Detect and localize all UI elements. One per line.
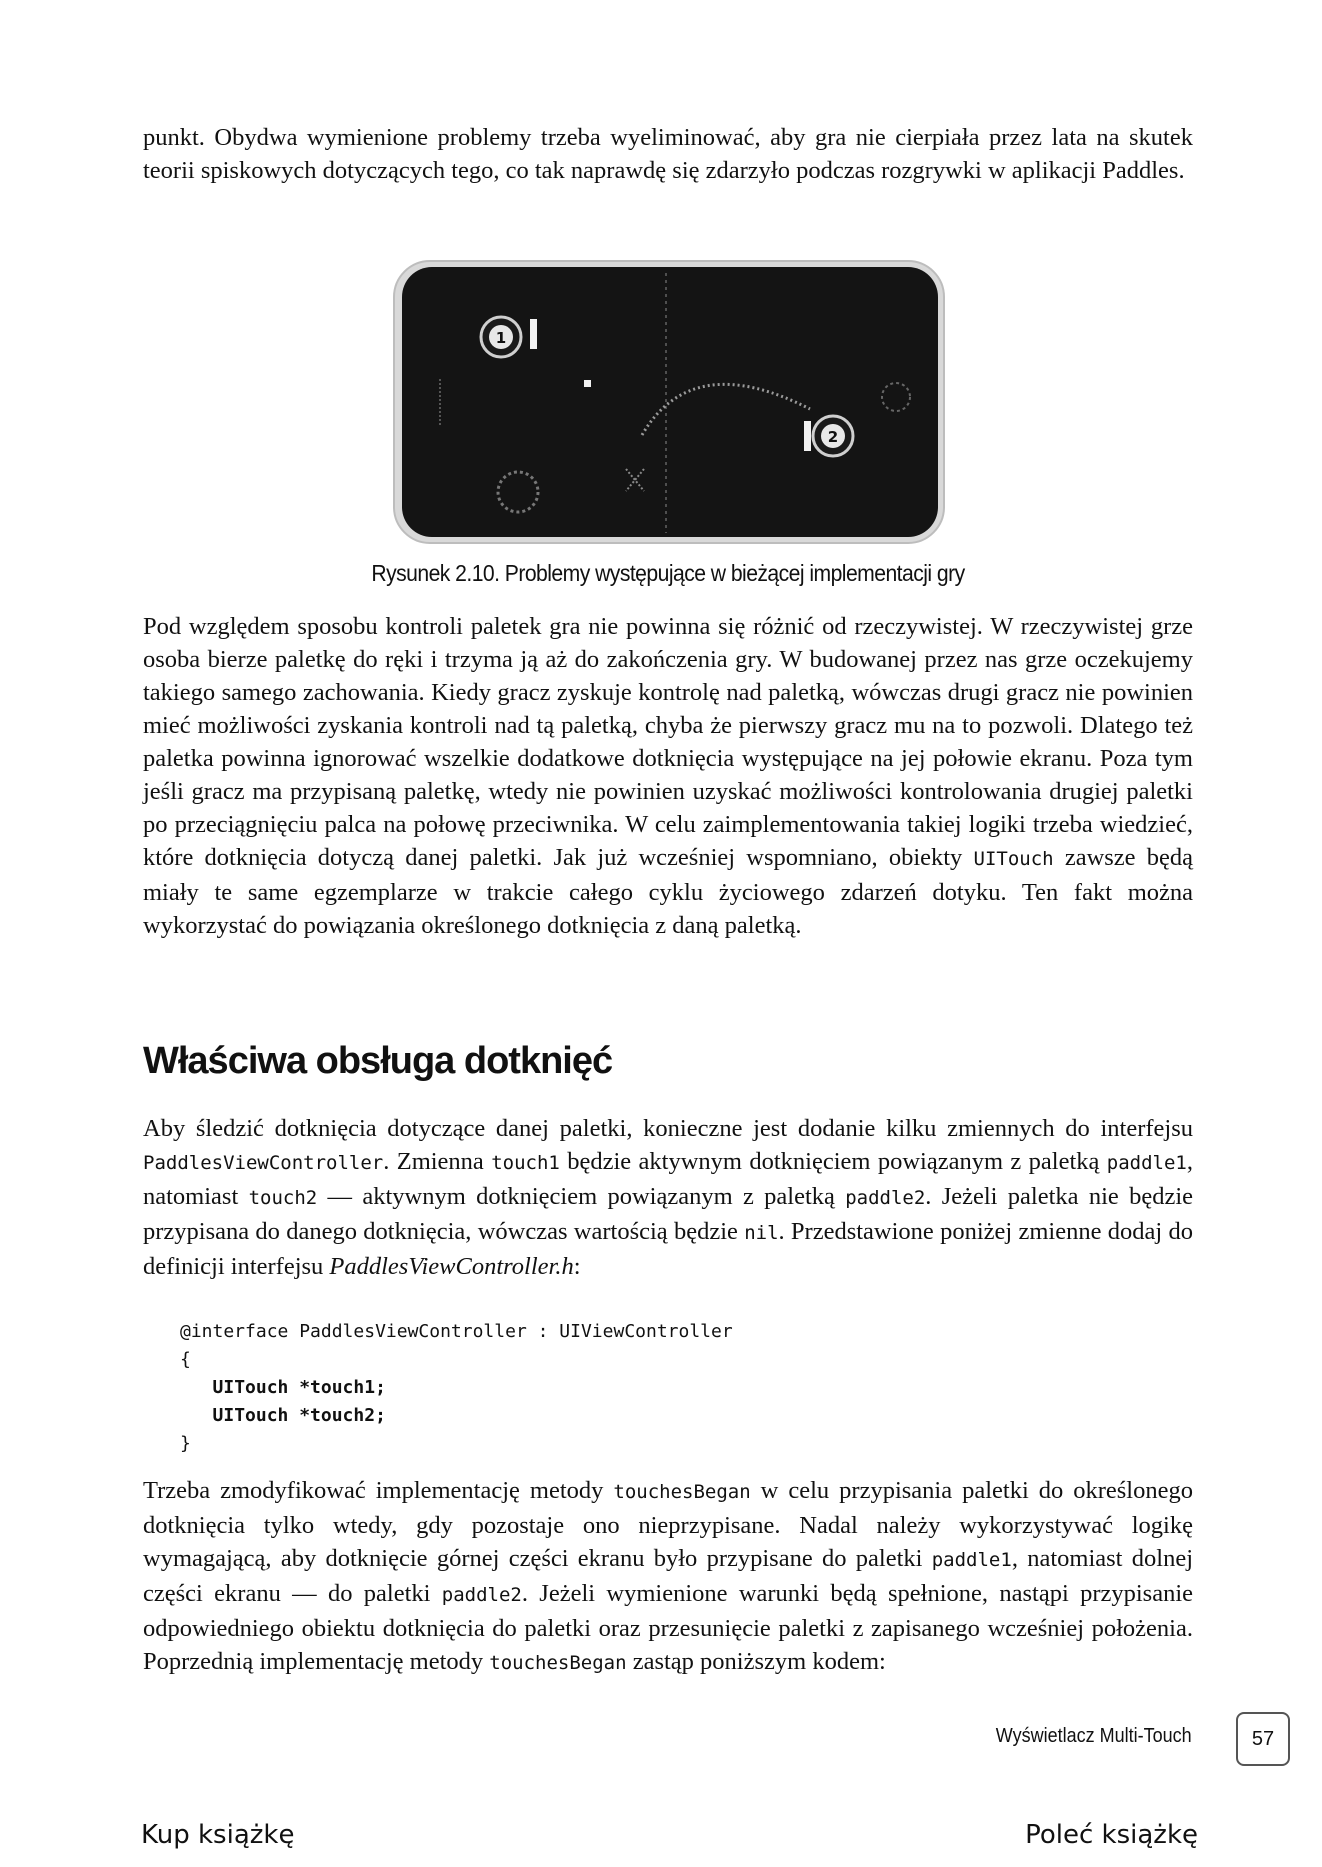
paddle-2: [804, 421, 811, 451]
code-touchesbegan-1: touchesBegan: [613, 1481, 751, 1503]
code-line-5: }: [180, 1433, 191, 1454]
filename-italic: PaddlesViewController.h: [329, 1253, 574, 1280]
paddle-1: [530, 319, 537, 349]
code-listing: [180, 1318, 733, 1458]
section-heading: Właściwa obsługa dotknięć: [143, 1040, 613, 1082]
code-paddle2: paddle2: [845, 1187, 926, 1209]
code-nil: nil: [744, 1222, 779, 1244]
buy-book-link[interactable]: Kup książkę: [141, 1820, 295, 1850]
touch-marker-1: [481, 317, 521, 357]
recommend-book-link[interactable]: Poleć książkę: [1025, 1820, 1198, 1850]
code-touch2: touch2: [248, 1187, 318, 1209]
code-touchesbegan-2: touchesBegan: [489, 1652, 627, 1674]
paddles-game-illustration: [392, 259, 946, 547]
code-line-4: UITouch *touch2;: [212, 1405, 386, 1426]
code-paddle1: paddle1: [1106, 1152, 1187, 1174]
code-line-1: @interface PaddlesViewController : UIViewController: [180, 1321, 733, 1342]
paragraph-touch-tracking: Aby śledzić dotknięcia dotyczące danej paletki, konieczne jest dodanie kilku zmiennych do interfejsu PaddlesViewController. Zmienna touch1 będzie aktywnym dotknięciem powiązanym z paletką paddle1, natomiast touch2 — aktywnym dotknięciem powiązanym z paletką paddle2. Jeżeli paletka nie będzie przypisana do danego dotknięcia, wówczas wartością będzie nil. Przedstawione poniżej zmienne dodaj do definicji interfejsu PaddlesViewController.h:: [143, 1115, 1194, 1280]
code-touch1: touch1: [491, 1152, 560, 1174]
code-line-3: UITouch *touch1;: [212, 1377, 386, 1398]
paragraph-intro: punkt. Obydwa wymienione problemy trzeba wyeliminować, aby gra nie cierpiała przez lata na skutek teorii spiskowych dotyczących tego, co tak naprawdę się zdarzyło podczas rozgrywki w aplikacji Paddles.: [143, 124, 1193, 184]
paragraph-paddle-control: Pod względem sposobu kontroli paletek gra nie powinna się różnić od rzeczywistej. W rzeczywistej grze osoba bierze paletkę do ręki i trzyma ją aż do zakończenia gry. W budowanej przez nas grze oczekujemy takiego samego zachowania. Kiedy gracz zyskuje kontrolę nad paletką, wówczas drugi gracz nie powinien mieć możliwości zyskania kontroli nad tą paletką, chyba że pierwszy gracz mu na to pozwoli. Dlatego też paletka powinna ignorować wszelkie dodatkowe dotknięcia występujące na jej połowie ekranu. Poza tym jeśli gracz ma przypisaną paletkę, wtedy nie powinien uzyskać możliwości kontrolowania drugiej paletki po przeciągnięciu palca na połowę przeciwnika. W celu zaimplementowania takiej logiki trzeba wiedzieć, które dotknięcia dotyczą danej paletki. Jak już wcześniej wspomniano, obiekty UITouch zawsze będą miały te same egzemplarze w trakcie całego cyklu życiowego zdarzeń dotyku. Ten fakt można wykorzystać do powiązania określonego dotknięcia z daną paletką.: [143, 613, 1194, 939]
marker-2-label: 2: [827, 428, 839, 446]
code-uitouch: UITouch: [973, 848, 1054, 870]
running-title: Wyświetlacz Multi-Touch: [996, 1725, 1192, 1747]
ball: [584, 380, 591, 387]
touch-marker-2: [813, 416, 853, 456]
paragraph-touches-began: Trzeba zmodyfikować implementację metody touchesBegan w celu przypisania paletki do określonego dotknięcia tylko wtedy, gdy pozostaje ono nieprzypisane. Nadal należy wykorzystywać logikę wymagającą, aby dotknięcie górnej części ekranu było przypisane do paletki paddle1, natomiast dolnej części ekranu — do paletki paddle2. Jeżeli wymienione warunki będą spełnione, nastąpi przypisanie odpowiedniego obiektu dotknięcia do paletki oraz przesunięcie paletki z zapisanego wcześniej położenia. Poprzednią implementację metody touchesBegan zastąp poniższym kodem:: [143, 1477, 1194, 1675]
code-paddle2-b: paddle2: [441, 1584, 522, 1606]
figure-paddles-screenshot: [392, 259, 946, 547]
page-number: 57: [1236, 1712, 1290, 1766]
code-line-2: {: [180, 1349, 191, 1370]
figure-caption: Rysunek 2.10. Problemy występujące w bieżącej implementacji gry: [371, 560, 965, 586]
game-screen: [402, 267, 938, 537]
code-paddle1-b: paddle1: [931, 1549, 1012, 1571]
code-paddlesviewcontroller: PaddlesViewController: [143, 1152, 384, 1174]
marker-1-label: 1: [495, 329, 507, 347]
